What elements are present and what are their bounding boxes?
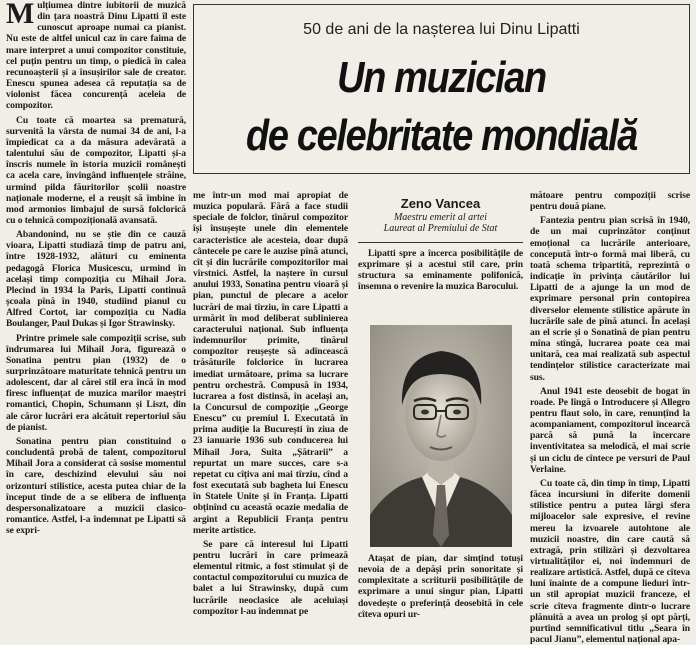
byline-rule: [358, 242, 523, 243]
col1-paragraph-3: Abandonind, nu se știe din ce cauză vioara, Lipatti studiază timp de patru ani, între 1928-1932, alături cu eminenta pedagogă Florica Musicescu, urmind în același timp compoziția cu Mihail Jora. Plecind în 1934 la Paris, Lipatti continuă școala pînă în 1940, studiind pianul cu Alfred Cortot, iar compoziția cu Nadia Boulanger, Paul Dukas și Igor Strawinsky.: [6, 229, 186, 330]
col3-paragraph-top: Lipatti spre a încerca posibilitățile de exprimare și a acestui stil care, prin structura sa eminamente polifonică, însemna o revenire la muzica Barocului.: [358, 248, 523, 293]
author-title-2: Laureat al Premiului de Stat: [383, 223, 498, 234]
headline-line-1: Un muzician: [337, 53, 546, 102]
portrait-photo: [370, 325, 512, 547]
col2-paragraph-2: Se pare că interesul lui Lipatti pentru lucrări în care primează elementul ritmic, a fost stimulat și de contactul compozitorului cu muzica de balet a lui Strawinsky, după cum lucrările neoclasice ale aceluiași compozitor l-au îndemnat pe: [193, 538, 348, 617]
portrait-illustration: [370, 325, 512, 547]
col1-p1-text: ulțiumea dintre iubitorii de muzică din țara noastră Dinu Lipatti îl este cunoscut aproape numai ca pianist. Nu este de altfel unicul caz în care faima de mare interpret a unui compozitor constituie, cel puțin pentru un timp, o piedică în calea recunoașterii și a însușirilor sale de creator. Enescu spunea adesea că reputația sa de violonist făcea concurență aceleia de compozitor.: [6, 0, 186, 112]
headline-box: [193, 4, 690, 174]
byline: [358, 198, 523, 234]
col1-paragraph-4: Printre primele sale compoziții scrise, sub îndrumarea lui Mihail Jora, figurează o Sonatina pentru pian (1932) de o surprinzătoare maturitate tehnică pentru un adolescent, dar al cărei stil era încă în mod firesc influențat de muzica marilor maeștri romantici, Chopin, Schumann și Liszt, din ale căror lucrări era alcătuit repertoriul său de pianist.: [6, 332, 186, 433]
article-column-2: [193, 190, 348, 637]
col4-paragraph-2: Fantezia pentru pian scrisă în 1940, de un mai cuprinzător conținut emoțional ca lucrările anterioare, concepută într-o formă mai liberă, cu toată schema tripartită, reprezintă o indicație în privința căutărilor lui Lipatti de a ajunge la un mod de exprimare personal prin contopirea diverselor elemente stilistice apărute în lucrările sale de pînă atunci. În același an el scrie și o Sonatină de pian pentru mîna stîngă, lucrarea poate cea mai unitară, cea mai realizată sub aspectul tendințelor stilistice caracterizate mai sus.: [530, 215, 690, 383]
col1-paragraph-5: Sonatina pentru pian constituind o concludentă probă de talent, compozitorul Mihail Jora a considerat că sosise momentul în care, deschizind elevului său noi orizonturi stilistice, acesta putea chiar de la început tinde de a se elibera de influența despersonalizatoare a muzicii clasico-romantice. Astfel, l-a îndemnat pe Lipatti să se expri-: [6, 435, 186, 537]
col1-paragraph-2: Cu toate că moartea sa prematură, survenită la vârsta de numai 34 de ani, l-a împiedicat ca a da măsura adevărată a talentului său de compozitor, Lipatti și-a înscris numele în istoria muzicii românești ca acela care, învingând influențele străine, urmind pilda făuritorilor școlii noastre naționale moderne, el a reușit să îmbine în mod armonios limbajul de sursă folclorică cu o tehnică compozițională avansată.: [6, 114, 186, 226]
author-name: Zeno Vancea: [400, 196, 481, 211]
col4-paragraph-4: Cu toate că, din timp în timp, Lipatti făcea incursiuni în diferite domenii stilistice pentru a putea lărgi sfera mijloacelor sale expresive, el revine mereu la izvoarele autohtone ale muzicii noastre, din care caută să extragă, prin stilizări și dezvoltarea virtualităților ei, noi îndemnuri de realizare artistică. Astfel, după ce cîteva luni înainte de a compune lieduri într-un stil apropiat muzicii franceze, el scrie cîteva fragmente dintr-o lucrare plănuită a avea un prolog și opt părți, purtînd semnificativul titlu „Seara în pacul Jianu”, elementul național apa-: [530, 477, 690, 645]
col2-paragraph-1: me într-un mod mai apropiat de muzica populară. Fără a face studii speciale de folclor, tînărul compozitor își însușește unele din elementele caracteristice ale acesteia, doar după cântecele pe care le auzise pînă atunci, cît și din lucrările compozitorilor mai vîrstnici. Astfel, la naștere în cursul anului 1933, Sonatina pentru vioară și pian, punctul de plecare a acelor lucrări de mai tîrziu, în care Lipatti a urmărit în mod deliberat sublinierea caracterului național. Sub influența îndemnurilor primite, tînărul compozitor reușește să adîncească trăsăturile folclorice în lucrarea imediat următoare, prima sa lucrare pentru orchestră. Compusă în 1934, lucrarea a fost distinsă, în același an, la Concursul de compoziție „George Enescu” cu premiul I. Executată în prima audiție la București în ziua de 23 ianuarie 1936 sub conducerea lui Mihail Jora, Suita „Șătrarii” a repurtat un mare succes, care s-a repetat cu cîțiva ani mai tîrziu, cînd a fost executată sub bagheta lui Enescu în Statele Unite și în Franța. Lipatti obținînd cu această ocazie medalia de argint a Republicii Franța pentru merite artistice.: [193, 190, 348, 536]
col3-paragraph-bottom: Atașat de pian, dar simțind totuși nevoia de a depăși prin sonoritate și complexitate a scriiturii posibilitățile de exprimare a unui singur pian, Lipatti dovedește o preferință deosebită în cele cîteva opuri ur-: [358, 553, 523, 620]
author-title-1: Maestru emerit al artei: [393, 212, 488, 223]
col4-paragraph-1: mătoare pentru compoziții scrise pentru două piane.: [530, 190, 690, 213]
article-column-3-bottom: [358, 553, 523, 637]
drop-cap: M: [6, 0, 35, 30]
col4-paragraph-3: Anul 1941 este deosebit de bogat în roade. Pe lîngă o Introducere și Allegro pentru flaut solo, în care, renunțînd la acompaniament, compozitorul încearcă parcă să pună la încercare inventivitatea sa melodică, el mai scrie și un ciclu de cîntece pe versuri de Paul Verlaine.: [530, 385, 690, 475]
article-column-3-top: [358, 248, 523, 316]
article-column-4: [530, 190, 690, 645]
col1-paragraph-1: [6, 0, 186, 112]
kicker-line: 50 de ani de la nașterea lui Dinu Lipatti: [303, 21, 580, 38]
article-column-1: [6, 0, 186, 637]
headline-line-2: de celebritate mondială: [246, 111, 637, 160]
